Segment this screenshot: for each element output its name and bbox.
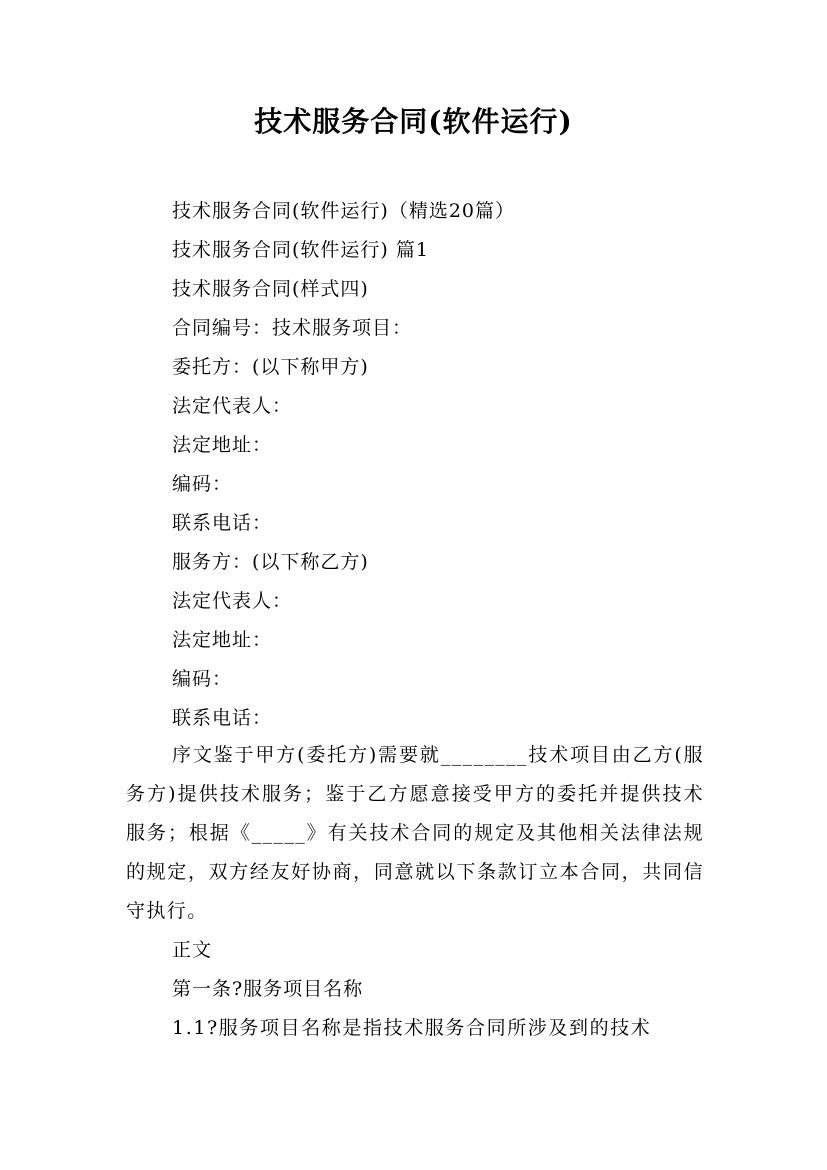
contract-style-line: 技术服务合同(样式四) [172,278,369,300]
article-1-heading: 第一条?服务项目名称 [172,978,364,1000]
document-title: 技术服务合同(软件运行) [254,105,573,138]
service-legal-representative-line: 法定代表人： [172,590,293,612]
body-heading: 正文 [172,939,213,961]
service-legal-address-line: 法定地址： [172,629,273,651]
service-party-line: 服务方：(以下称乙方) [172,551,369,573]
clause-1-1-paragraph: 1.1?服务项目名称是指技术服务合同所涉及到的技术 [172,1017,652,1039]
section-heading-line: 技术服务合同(软件运行) 篇1 [172,239,429,261]
client-party-line: 委托方：(以下称甲方) [172,356,369,378]
service-postal-code-line: 编码： [172,668,233,690]
client-legal-representative-line: 法定代表人： [172,395,293,417]
contract-number-line: 合同编号：技术服务项目： [172,317,413,339]
document-subtitle-line: 技术服务合同(软件运行)（精选20篇） [172,200,516,222]
client-phone-line: 联系电话： [172,512,273,534]
client-legal-address-line: 法定地址： [172,434,273,456]
preamble-paragraph: 序文鉴于甲方(委托方)需要就________技术项目由乙方(服务方)提供技术服务；鉴于乙方愿意接受甲方的委托并提供技术服务；根据《_____》有关技术合同的规定及其他相关法律法规的规定，双方经友好协商，同意就以下条款订立本合同，共同信守执行。 [126,744,704,922]
client-postal-code-line: 编码： [172,473,233,495]
service-phone-line: 联系电话： [172,707,273,729]
